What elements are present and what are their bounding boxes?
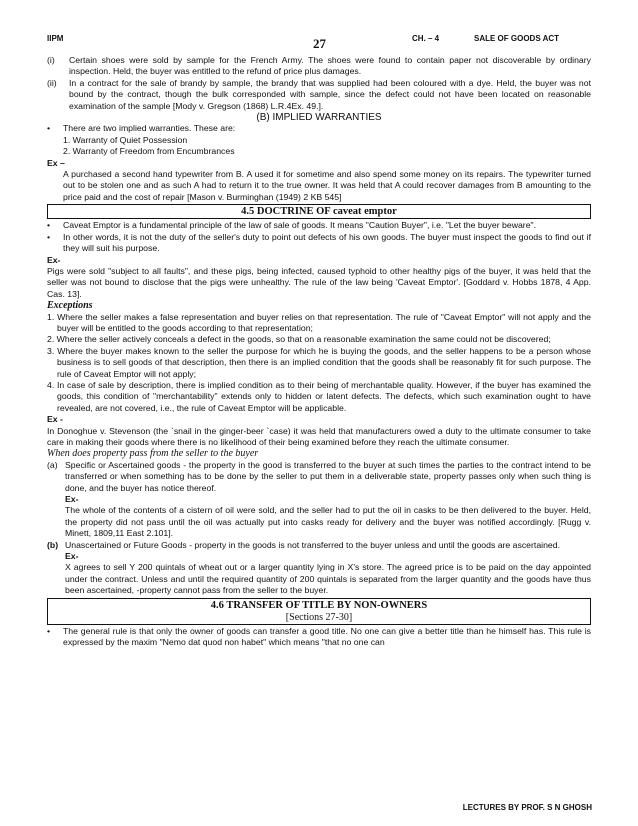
example-text: The whole of the contents of a cistern of oil were sold, and the seller had to put the oil in casks to be then delivered to the buyer. Held, the property did not pass until the oil was actually put into casks ready for delivery and the buyer was notified accordingly. [Rugg v. Minett, 1809,11 East 2.101]. — [65, 505, 591, 539]
item-label: (ii) — [47, 77, 57, 88]
list-item: 2. Warranty of Freedom from Encumbrances — [63, 146, 235, 157]
property-heading: When does property pass from the seller to the buyer — [47, 448, 259, 460]
example-label: Ex - — [47, 414, 63, 425]
header-chapter: CH. – 4 — [412, 34, 440, 43]
example-text: Pigs were sold "subject to all faults", and these pigs, being infected, caused typhoid to other healthy pigs of the buyer, it was held that the seller was not bound to disclose that the pigs were unhealthy. The rule of the law being 'Caveat Emptor'. [Goddard v. Hobbs 1878, 4 App. Cas. 13]. — [47, 265, 591, 299]
item-text: Unascertained or Future Goods - property in the goods is not transferred to the buyer unless and until the goods are ascertained. — [65, 539, 560, 550]
bullet-text: The general rule is that only the owner of goods can transfer a good title. No one can give a better title than he himself has. This rule is expressed by the maxim "Nemo dat quod non habet" which means "that no one can — [63, 625, 591, 648]
bullet-icon: • — [47, 220, 51, 231]
page-number: 27 — [313, 36, 326, 51]
example-text: A purchased a second hand typewriter from B. A used it for sometime and also spend some money on its repairs. The typewriter turned out to be stolen one and as such A had to return it to the true owner. It was held that A could recover damages from B amounting to the price paid and the cost of repair [Mason v. Burminghan (1949) 2 KB 545] — [63, 169, 591, 202]
example-text: X agrees to sell Y 200 quintals of wheat out or a larger quantity lying in X's store. The agreed price is to be paid on the day appointed under the contract. Unless and until the required quantity of 200 quintals is separated from the larger quantity and the goods have thus been ascertained, -property cannot pass from the seller to the buyer. — [65, 562, 591, 596]
exception-item: 1. Where the seller makes a false representation and buyer relies on that representation. The rule of "Caveat Emptor" will not apply and the buyer will be entitled to the goods according to that representation; — [47, 311, 591, 333]
bullet-item — [47, 220, 591, 231]
bullet-icon: • — [47, 625, 51, 636]
exception-item: 4. In case of sale by description, there is implied condition as to their being of merchantable quality. However, if the buyer has examined the goods, this condition of "merchantability" extends only to hidden or latent defects. The defects, which such examination ought to have revealed, are not covered, i.e., the rule of Caveat Emptor will be applicable. — [47, 379, 591, 413]
section-heading-doctrine: 4.5 DOCTRINE OF caveat emptor — [47, 204, 591, 219]
bullet-icon: • — [47, 123, 51, 134]
implied-warranties-heading: (B) IMPLIED WARRANTIES — [256, 112, 382, 124]
section-title: 4.6 TRANSFER OF TITLE BY NON-OWNERS — [210, 599, 428, 611]
case-text: In a contract for the sale of brandy by sample, the brandy that was supplied had been coloured with a dye. Held, the buyer was not bound by the contract, though the bulk corresponded with sample, since the defect could not have been located on reasonable examination of the sample [Mody v. Gregson (1868) L.R.4Ex. 49.]. — [69, 77, 591, 111]
bullet-text: Caveat Emptor is a fundamental principle of the law of sale of goods. It means "Caution Buyer", i.e. "Let the buyer beware". — [63, 220, 537, 231]
exception-item: 3. Where the buyer makes known to the seller the purpose for which he is buying the goods, and the seller happens to be a person whose business is to sell goods of that description, then there is an implied condition that the goods shall be reasonably fit for such purpose. The rule of Caveat Emptor will not apply; — [47, 345, 591, 379]
property-item — [47, 460, 591, 540]
item-text: Specific or Ascertained goods - the property in the good is transferred to the buyer at such times the parties to the contract intend to be transferred or when something has to be done by the seller to put them in a deliverable state, property passes only when such thing is done, and the buyer has notice thereof. — [65, 459, 591, 493]
section-heading-transfer — [47, 598, 591, 625]
item-label: (a) — [47, 459, 58, 470]
example-text: In Donoghue v. Stevenson (the `snail in the ginger-beer `case) it was held that manufacturers owed a duty to the ultimate consumer to take care in making their goods where there is no likelihood of their being examined before they reach the ultimate consumer. — [47, 425, 591, 447]
section-reference: [Sections 27-30] — [285, 611, 353, 623]
example-label: Ex- — [47, 254, 61, 265]
header-left: IIPM — [47, 34, 64, 43]
bullet-text: In other words, it is not the duty of the seller's duty to point out defects of his own goods. The buyer must inspect the goods to find out if they will suit his purpose. — [63, 231, 591, 254]
footer-credit: LECTURES BY PROF. S N GHOSH — [462, 803, 592, 812]
item-label: (i) — [47, 55, 55, 65]
item-label: (b) — [47, 539, 59, 550]
bullet-item — [47, 626, 591, 649]
example-label: Ex- — [65, 494, 79, 505]
exceptions-heading: Exceptions — [47, 300, 93, 312]
bullet-item — [47, 232, 591, 255]
exception-item: 2. Where the seller actively conceals a defect in the goods, so that on a reasonable examination the same could not be discovered; — [47, 334, 551, 345]
example-label: Ex – — [47, 157, 65, 168]
bullet-text: There are two implied warranties. These are: — [63, 123, 236, 134]
document-body — [47, 55, 591, 649]
case-item — [47, 55, 591, 78]
example-label: Ex- — [65, 551, 79, 562]
bullet-item — [47, 123, 591, 134]
header-title: SALE OF GOODS ACT — [474, 34, 560, 43]
case-item — [47, 78, 591, 112]
list-item: 1. Warranty of Quiet Possession — [63, 134, 188, 145]
property-item — [47, 540, 591, 597]
case-text: Certain shoes were sold by sample for the French Army. The shoes were found to contain paper not discoverable by ordinary inspection. Held, the buyer was entitled to the refund of price plus damages. — [69, 55, 591, 77]
bullet-icon: • — [47, 231, 51, 242]
